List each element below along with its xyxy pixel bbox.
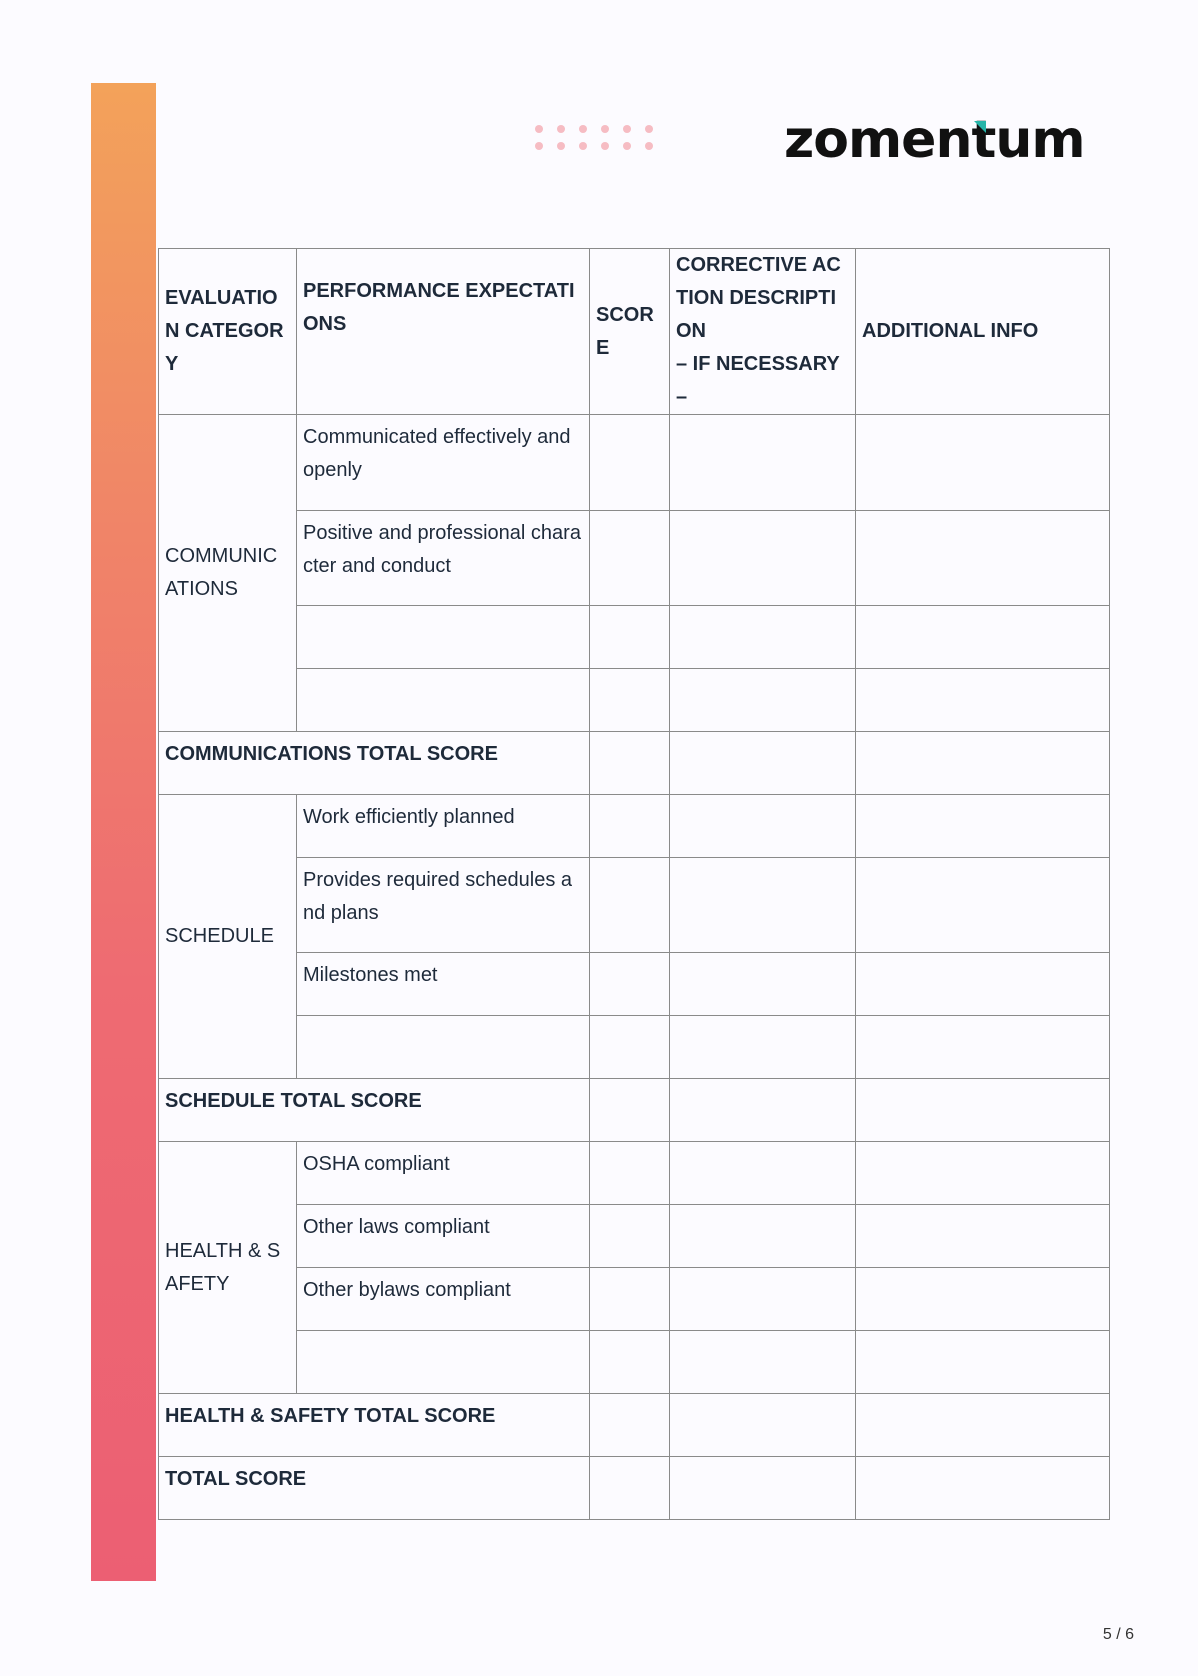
info-cell[interactable] <box>856 669 1110 732</box>
corrective-cell[interactable] <box>670 511 856 606</box>
info-cell[interactable] <box>856 858 1110 953</box>
expectation-cell[interactable] <box>297 669 590 732</box>
score-cell[interactable] <box>590 1079 670 1142</box>
expectation-cell: Communicated effectively and openly <box>297 415 590 511</box>
table-row <box>159 1331 1110 1394</box>
accent-bar <box>91 83 156 1581</box>
corrective-cell[interactable] <box>670 1457 856 1520</box>
score-cell[interactable] <box>590 669 670 732</box>
info-cell[interactable] <box>856 1079 1110 1142</box>
info-cell[interactable] <box>856 606 1110 669</box>
table-row <box>159 1142 1110 1205</box>
info-cell[interactable] <box>856 1394 1110 1457</box>
info-cell[interactable] <box>856 732 1110 795</box>
info-cell[interactable] <box>856 1457 1110 1520</box>
zomentum-logo <box>784 110 1085 170</box>
score-cell[interactable] <box>590 1205 670 1268</box>
expectation-cell: OSHA compliant <box>297 1142 590 1205</box>
info-cell[interactable] <box>856 953 1110 1016</box>
info-cell[interactable] <box>856 1331 1110 1394</box>
header-score: SCORE <box>590 249 670 415</box>
score-cell[interactable] <box>590 606 670 669</box>
header-corrective <box>670 249 856 415</box>
header-corrective-label: CORRECTIVE ACTION DESCRIPTION <box>676 254 841 342</box>
score-cell[interactable] <box>590 858 670 953</box>
info-cell[interactable] <box>856 1205 1110 1268</box>
corrective-cell[interactable] <box>670 415 856 511</box>
corrective-cell[interactable] <box>670 1331 856 1394</box>
corrective-cell[interactable] <box>670 858 856 953</box>
score-cell[interactable] <box>590 953 670 1016</box>
grand-total-label: TOTAL SCORE <box>159 1457 590 1520</box>
expectation-cell: Work efficiently planned <box>297 795 590 858</box>
score-cell[interactable] <box>590 415 670 511</box>
logo-text: zomentum <box>784 110 1085 170</box>
info-cell[interactable] <box>856 415 1110 511</box>
corrective-cell[interactable] <box>670 732 856 795</box>
category-schedule: SCHEDULE <box>159 795 297 1079</box>
table-row <box>159 415 1110 511</box>
table-row <box>159 511 1110 606</box>
header-category: EVALUATION CATEGORY <box>159 249 297 415</box>
info-cell[interactable] <box>856 1016 1110 1079</box>
corrective-cell[interactable] <box>670 1016 856 1079</box>
table-row <box>159 1268 1110 1331</box>
decorative-dots <box>535 125 660 157</box>
logo-accent-icon <box>974 121 986 133</box>
corrective-cell[interactable] <box>670 795 856 858</box>
communications-total-label: COMMUNICATIONS TOTAL SCORE <box>159 732 590 795</box>
table-row <box>159 795 1110 858</box>
table-row <box>159 858 1110 953</box>
expectation-cell[interactable] <box>297 1331 590 1394</box>
corrective-cell[interactable] <box>670 953 856 1016</box>
expectation-cell: Milestones met <box>297 953 590 1016</box>
evaluation-table <box>158 248 1110 1520</box>
expectation-cell[interactable] <box>297 606 590 669</box>
schedule-total-label: SCHEDULE TOTAL SCORE <box>159 1079 590 1142</box>
header-corrective-note: – IF NECESSARY – <box>676 353 840 408</box>
grand-total-row <box>159 1457 1110 1520</box>
score-cell[interactable] <box>590 732 670 795</box>
info-cell[interactable] <box>856 795 1110 858</box>
header-expectations: PERFORMANCE EXPECTATIONS <box>297 249 590 415</box>
table-row <box>159 606 1110 669</box>
corrective-cell[interactable] <box>670 1205 856 1268</box>
corrective-cell[interactable] <box>670 669 856 732</box>
info-cell[interactable] <box>856 1142 1110 1205</box>
category-health-safety: HEALTH & SAFETY <box>159 1142 297 1394</box>
score-cell[interactable] <box>590 1142 670 1205</box>
score-cell[interactable] <box>590 511 670 606</box>
health-safety-total-label: HEALTH & SAFETY TOTAL SCORE <box>159 1394 590 1457</box>
corrective-cell[interactable] <box>670 1079 856 1142</box>
table-row <box>159 669 1110 732</box>
expectation-cell: Other laws compliant <box>297 1205 590 1268</box>
total-row <box>159 1394 1110 1457</box>
score-cell[interactable] <box>590 1457 670 1520</box>
category-communications: COMMUNICATIONS <box>159 415 297 732</box>
expectation-cell: Provides required schedules and plans <box>297 858 590 953</box>
info-cell[interactable] <box>856 511 1110 606</box>
expectation-cell[interactable] <box>297 1016 590 1079</box>
info-cell[interactable] <box>856 1268 1110 1331</box>
corrective-cell[interactable] <box>670 1142 856 1205</box>
corrective-cell[interactable] <box>670 1268 856 1331</box>
corrective-cell[interactable] <box>670 606 856 669</box>
page-indicator: 5 / 6 <box>1102 1626 1134 1643</box>
score-cell[interactable] <box>590 1394 670 1457</box>
header-info: ADDITIONAL INFO <box>856 249 1110 415</box>
table-row <box>159 1205 1110 1268</box>
total-row <box>159 732 1110 795</box>
table-row <box>159 1016 1110 1079</box>
score-cell[interactable] <box>590 1268 670 1331</box>
score-cell[interactable] <box>590 795 670 858</box>
corrective-cell[interactable] <box>670 1394 856 1457</box>
header-row <box>159 249 1110 415</box>
expectation-cell: Positive and professional character and conduct <box>297 511 590 606</box>
score-cell[interactable] <box>590 1331 670 1394</box>
expectation-cell: Other bylaws compliant <box>297 1268 590 1331</box>
score-cell[interactable] <box>590 1016 670 1079</box>
total-row <box>159 1079 1110 1142</box>
table-row <box>159 953 1110 1016</box>
